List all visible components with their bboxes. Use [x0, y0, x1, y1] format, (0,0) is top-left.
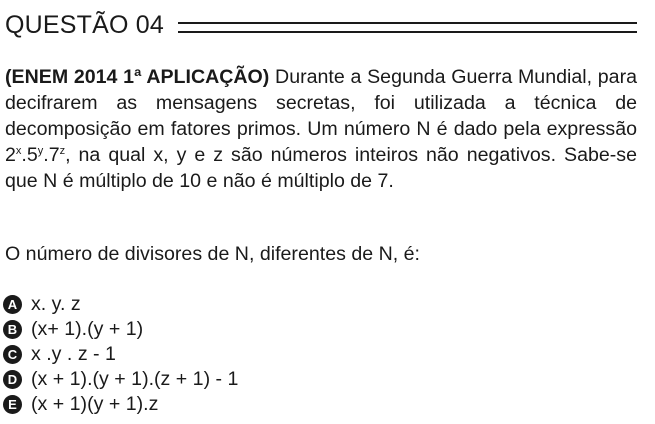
option-b-text: (x+ 1).(y + 1)	[31, 318, 144, 340]
question-statement	[5, 64, 637, 194]
question-prompt: O número de divisores de N, diferentes de N, é:	[5, 243, 420, 265]
option-a-letter-badge: A	[3, 295, 22, 314]
formula-exponent-z: z	[59, 145, 66, 157]
option-e[interactable]	[3, 392, 238, 417]
option-b-letter-badge: B	[3, 320, 22, 339]
option-d-text: (x + 1).(y + 1).(z + 1) - 1	[31, 368, 239, 390]
formula-base-7: .7	[43, 144, 60, 166]
option-c[interactable]	[3, 342, 238, 367]
formula-base-2: 2	[5, 144, 16, 166]
option-c-text: x .y . z - 1	[31, 343, 116, 365]
question-source: (ENEM 2014 1ª APLICAÇÃO)	[5, 66, 270, 88]
formula-exponent-x: x	[15, 145, 22, 157]
statement-text-before: Durante a Segunda Guerra Mundial, para decifrarem as mensagens secretas, foi utilizada a técnica de decomposição em fatores primos. Um número N é dado pela expressão	[5, 66, 637, 140]
option-e-letter-badge: E	[3, 395, 22, 414]
formula-base-5: .5	[21, 144, 38, 166]
question-number-title: QUESTÃO 04	[5, 10, 164, 39]
option-e-text: (x + 1)(y + 1).z	[31, 393, 159, 415]
option-a-text: x. y. z	[31, 293, 81, 315]
question-header	[5, 6, 637, 44]
option-d[interactable]	[3, 367, 238, 392]
formula-exponent-y: y	[37, 145, 44, 157]
option-c-letter-badge: C	[3, 345, 22, 364]
option-d-letter-badge: D	[3, 370, 22, 389]
prime-factor-formula	[5, 144, 65, 166]
header-double-rule	[178, 22, 637, 33]
statement-text-after: , na qual x, y e z são números inteiros não negativos. Sabe-se que N é múltiplo de 10 e não é múltiplo de 7.	[5, 144, 637, 192]
answer-options	[3, 292, 238, 417]
option-b[interactable]	[3, 317, 238, 342]
option-a[interactable]	[3, 292, 238, 317]
